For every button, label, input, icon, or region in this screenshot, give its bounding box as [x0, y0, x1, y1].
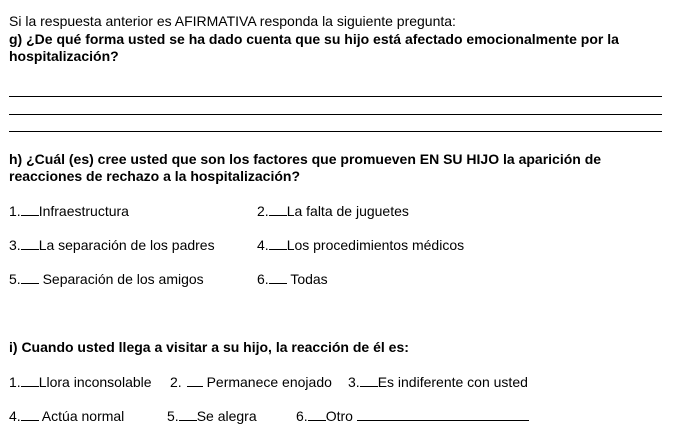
- option-i-1[interactable]: [9, 373, 152, 390]
- option-number: 1.: [9, 374, 21, 390]
- option-i-4[interactable]: [9, 407, 124, 424]
- option-number: 4.: [257, 237, 269, 253]
- option-number: 6.: [296, 408, 308, 424]
- answer-blank[interactable]: [187, 373, 203, 387]
- option-label: Infraestructura: [38, 203, 129, 219]
- option-h-5[interactable]: [9, 270, 204, 287]
- option-label: Es indiferente con usted: [377, 374, 528, 390]
- answer-blank[interactable]: [269, 236, 287, 250]
- option-i-5[interactable]: [167, 407, 257, 424]
- answer-blank[interactable]: [21, 202, 39, 216]
- other-answer-blank[interactable]: [357, 407, 529, 421]
- option-label: Llora inconsolable: [38, 374, 152, 390]
- option-h-3[interactable]: [9, 236, 215, 253]
- answer-blank[interactable]: [308, 407, 326, 421]
- answer-blank[interactable]: [21, 270, 39, 284]
- option-number: 4.: [9, 408, 21, 424]
- option-label: Actúa normal: [38, 408, 125, 424]
- answer-blank[interactable]: [360, 373, 378, 387]
- option-number: 2.: [170, 374, 182, 390]
- option-label: Todas: [286, 271, 328, 287]
- option-label: Otro: [325, 408, 353, 424]
- answer-line-2[interactable]: [9, 114, 662, 115]
- answer-blank[interactable]: [21, 236, 39, 250]
- question-g-line2: hospitalización?: [9, 48, 119, 64]
- answer-blank[interactable]: [21, 373, 39, 387]
- option-h-4[interactable]: [257, 236, 464, 253]
- option-number: 3.: [348, 374, 360, 390]
- answer-blank[interactable]: [269, 202, 287, 216]
- option-number: 6.: [257, 271, 269, 287]
- option-h-1[interactable]: [9, 202, 129, 219]
- option-number: 5.: [9, 271, 21, 287]
- answer-blank[interactable]: [269, 270, 287, 284]
- option-number: 5.: [167, 408, 179, 424]
- option-label: La falta de juguetes: [286, 203, 409, 219]
- option-label: Los procedimientos médicos: [286, 237, 465, 253]
- question-g-line1: g) ¿De qué forma usted se ha dado cuenta que su hijo está afectado emocionalmente por la: [9, 31, 619, 47]
- intro-text: Si la respuesta anterior es AFIRMATIVA responda la siguiente pregunta:: [9, 13, 456, 29]
- answer-line-3[interactable]: [9, 131, 662, 132]
- option-label: Separación de los amigos: [38, 271, 204, 287]
- option-i-3[interactable]: [348, 373, 528, 390]
- option-number: 1.: [9, 203, 21, 219]
- option-number: 3.: [9, 237, 21, 253]
- option-label: Se alegra: [196, 408, 257, 424]
- option-label: La separación de los padres: [38, 237, 215, 253]
- question-i-line1: i) Cuando usted llega a visitar a su hijo, la reacción de él es:: [9, 339, 409, 355]
- answer-blank[interactable]: [21, 407, 39, 421]
- question-h-line2: reacciones de rechazo a la hospitalización?: [9, 168, 300, 184]
- option-label: Permanece enojado: [202, 374, 332, 390]
- option-i-6[interactable]: [296, 407, 529, 424]
- option-h-2[interactable]: [257, 202, 409, 219]
- question-h-line1: h) ¿Cuál (es) cree usted que son los factores que promueven EN SU HIJO la aparición de: [9, 151, 602, 167]
- option-number: 2.: [257, 203, 269, 219]
- answer-blank[interactable]: [179, 407, 197, 421]
- option-h-6[interactable]: [257, 270, 328, 287]
- answer-line-1[interactable]: [9, 96, 662, 97]
- option-i-2[interactable]: [170, 373, 332, 390]
